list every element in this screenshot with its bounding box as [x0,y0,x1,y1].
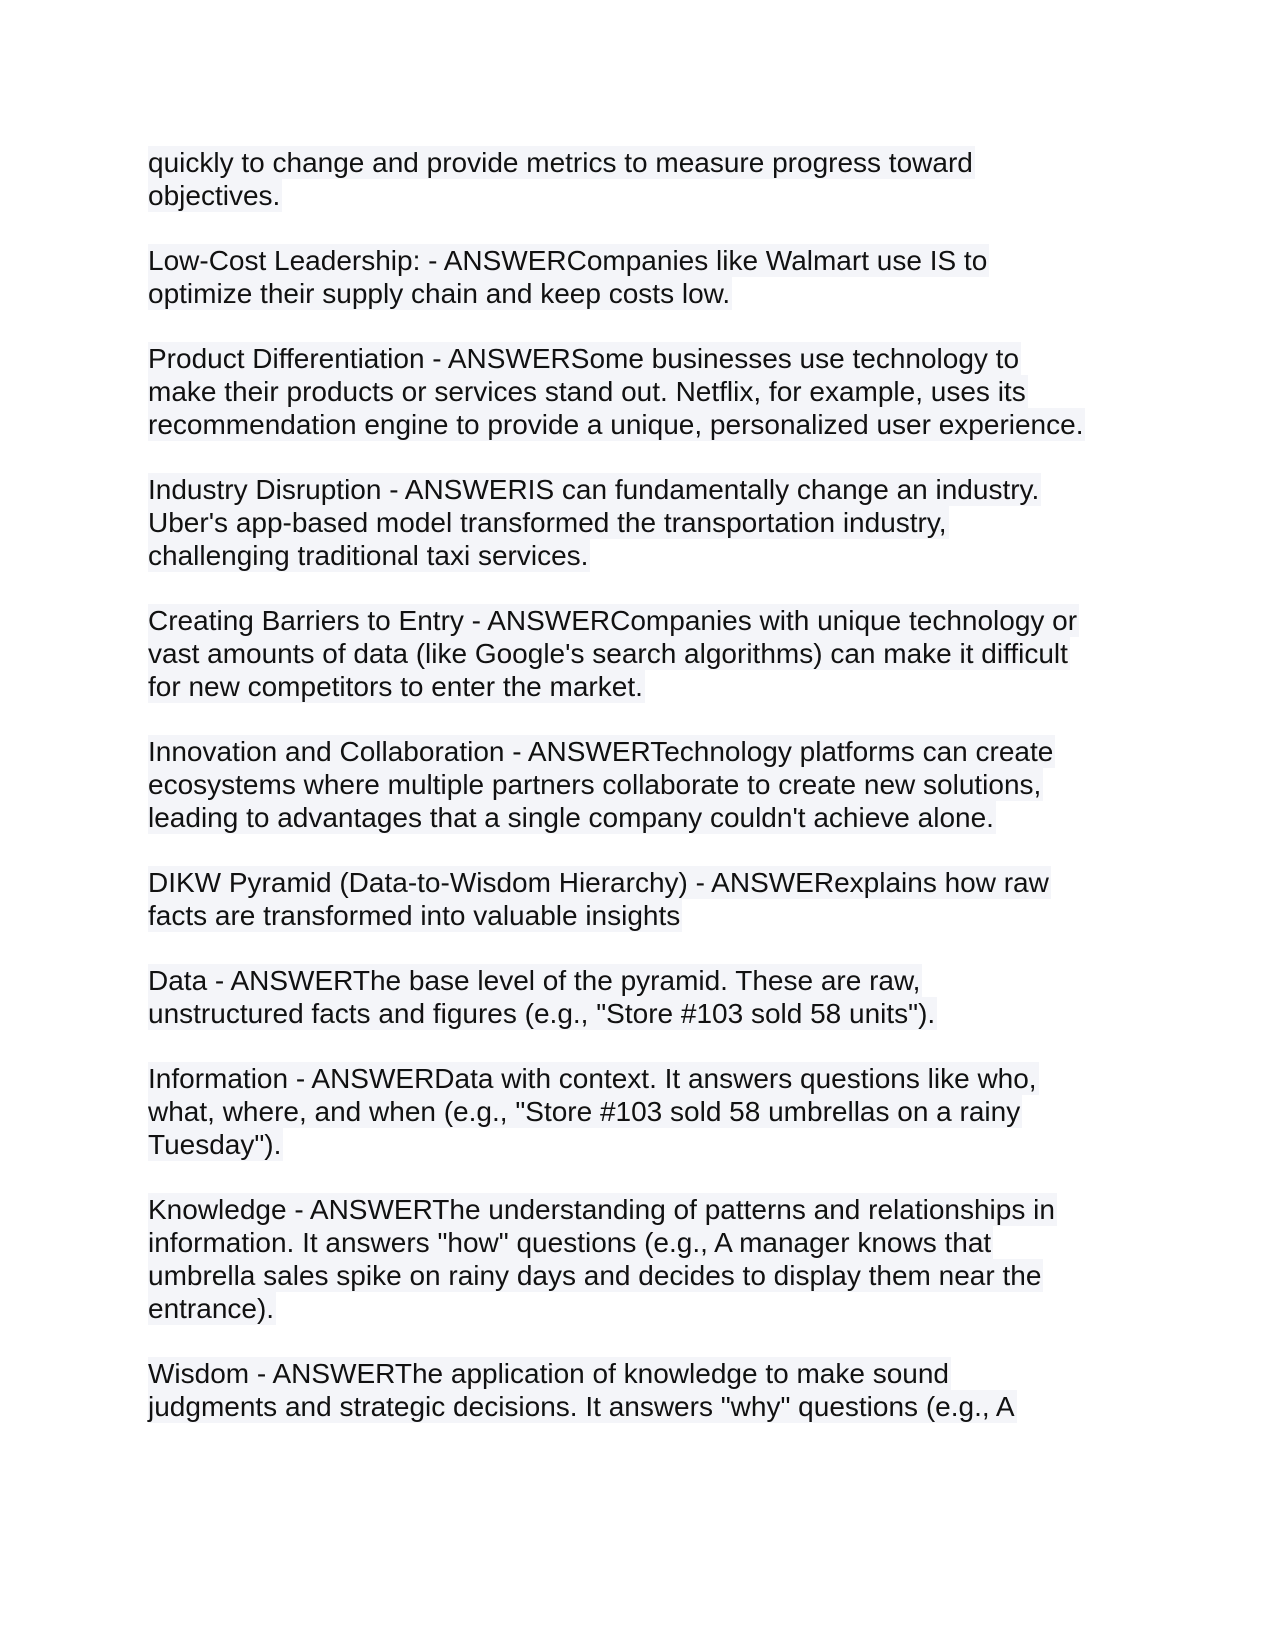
text-line: Wisdom - ANSWERThe application of knowledge to make sound [148,1358,949,1389]
text-line: Industry Disruption - ANSWERIS can fundamentally change an industry. [148,474,1040,505]
text-line: unstructured facts and figures (e.g., "Store #103 sold 58 units"). [148,998,936,1029]
text-line: Uber's app-based model transformed the transportation industry, [148,507,947,538]
text-line: Low-Cost Leadership: - ANSWERCompanies like Walmart use IS to [148,245,988,276]
paragraph-information [148,1062,1148,1161]
text-line: leading to advantages that a single company couldn't achieve alone. [148,802,994,833]
paragraph-low-cost-leadership [148,244,1148,310]
text-line: for new competitors to enter the market. [148,671,643,702]
text-line: information. It answers "how" questions (e.g., A manager knows that [148,1227,992,1258]
text-line: objectives. [148,180,281,211]
text-line: what, where, and when (e.g., "Store #103 sold 58 umbrellas on a rainy [148,1096,1021,1127]
text-line: Knowledge - ANSWERThe understanding of patterns and relationships in [148,1194,1055,1225]
paragraph-continuation [148,146,1148,212]
text-line: quickly to change and provide metrics to measure progress toward [148,147,973,178]
text-line: DIKW Pyramid (Data-to-Wisdom Hierarchy) - ANSWERexplains how raw [148,867,1049,898]
text-line: Information - ANSWERData with context. It answers questions like who, [148,1063,1037,1094]
text-line: optimize their supply chain and keep costs low. [148,278,731,309]
paragraph-product-differentiation [148,342,1148,441]
paragraph-barriers-to-entry [148,604,1148,703]
text-line: umbrella sales spike on rainy days and decides to display them near the [148,1260,1042,1291]
paragraph-dikw-pyramid [148,866,1148,932]
text-line: recommendation engine to provide a unique, personalized user experience. [148,409,1084,440]
text-line: Data - ANSWERThe base level of the pyramid. These are raw, [148,965,921,996]
text-line: vast amounts of data (like Google's search algorithms) can make it difficult [148,638,1068,669]
text-line: challenging traditional taxi services. [148,540,589,571]
paragraph-wisdom [148,1357,1148,1423]
text-line: Tuesday"). [148,1129,282,1160]
paragraph-innovation-collaboration [148,735,1148,834]
text-line: Innovation and Collaboration - ANSWERTechnology platforms can create [148,736,1054,767]
text-line: ecosystems where multiple partners collaborate to create new solutions, [148,769,1042,800]
paragraph-knowledge [148,1193,1148,1325]
paragraph-data [148,964,1148,1030]
paragraph-industry-disruption [148,473,1148,572]
text-line: facts are transformed into valuable insights [148,900,681,931]
text-line: entrance). [148,1293,275,1324]
text-line: Creating Barriers to Entry - ANSWERCompanies with unique technology or [148,605,1078,636]
text-line: judgments and strategic decisions. It answers "why" questions (e.g., A [148,1391,1015,1422]
text-line: Product Differentiation - ANSWERSome businesses use technology to [148,343,1020,374]
document-body [148,146,1148,1455]
text-line: make their products or services stand out. Netflix, for example, uses its [148,376,1026,407]
